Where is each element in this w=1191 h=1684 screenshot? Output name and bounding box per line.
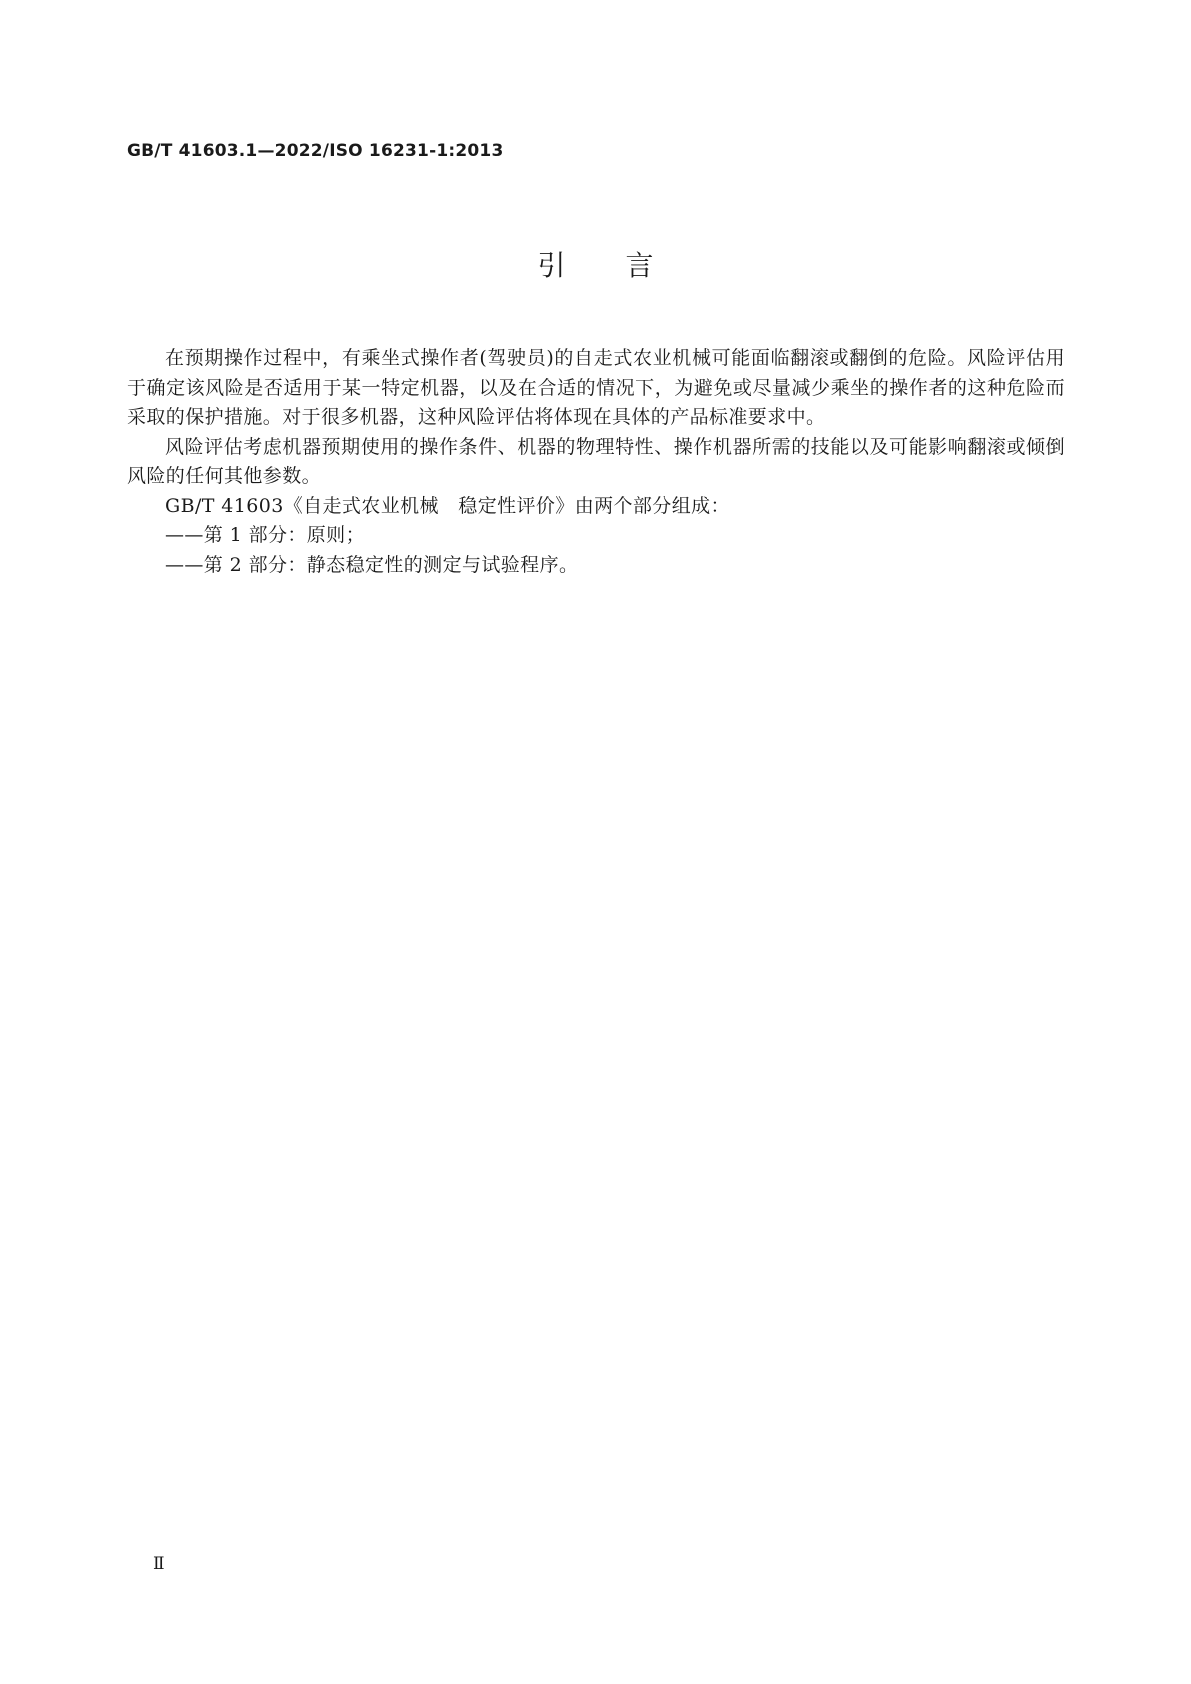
list-item-part-2: ——第 2 部分：静态稳定性的测定与试验程序。	[165, 553, 579, 576]
paragraph-introduction: 在预期操作过程中，有乘坐式操作者(驾驶员)的自走式农业机械可能面临翻滚或翻倒的危险。风险评估用于确定该风险是否适用于某一特定机器，以及在合适的情况下，为避免或尽量减少乘坐的操作者的这种危险而采取的保护措施。对于很多机器，这种风险评估将体现在具体的产品标准要求中。	[127, 347, 1065, 428]
standard-number-header: GB/T 41603.1—2022/ISO 16231-1:2013	[127, 141, 504, 161]
section-title: 引言	[537, 249, 714, 282]
paragraph-parts-overview: GB/T 41603《自走式农业机械 稳定性评价》由两个部分组成：	[165, 494, 730, 517]
document-body	[127, 344, 1065, 580]
paragraph-risk-assessment: 风险评估考虑机器预期使用的操作条件、机器的物理特性、操作机器所需的技能以及可能影响翻滚或倾倒风险的任何其他参数。	[127, 435, 1065, 487]
page-number: Ⅱ	[153, 1554, 165, 1574]
list-item-part-1: ——第 1 部分：原则；	[165, 524, 365, 546]
